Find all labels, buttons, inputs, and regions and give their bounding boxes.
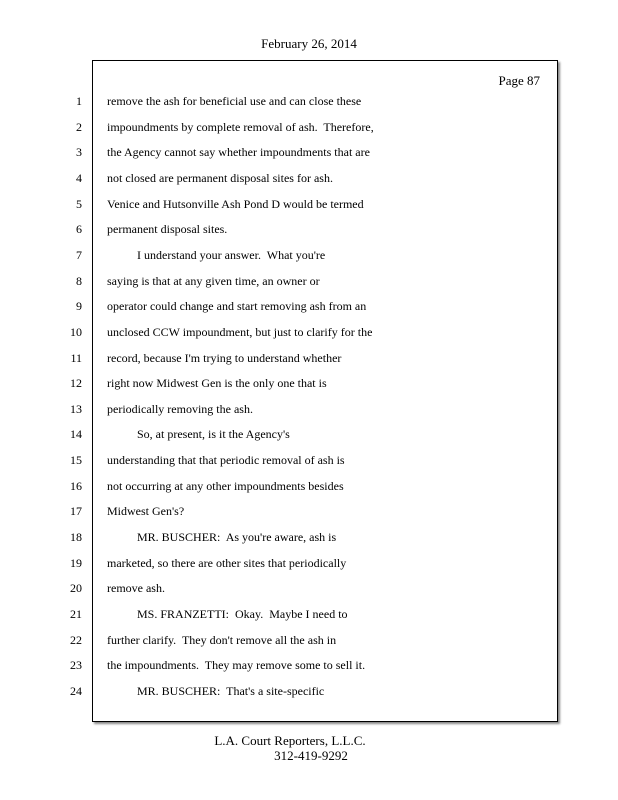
line-text: MR. BUSCHER: That's a site-specific xyxy=(107,683,325,698)
transcript-line xyxy=(0,299,560,319)
line-text: understanding that that periodic removal of ash is xyxy=(107,453,345,468)
line-number: 12 xyxy=(70,376,82,391)
transcript-line xyxy=(0,633,560,653)
footer-company: L.A. Court Reporters, L.L.C. xyxy=(214,733,366,748)
transcript-line xyxy=(0,607,560,627)
transcript-line xyxy=(0,120,560,140)
transcript-line xyxy=(0,427,560,447)
transcript-line xyxy=(0,351,560,371)
transcript-date: February 26, 2014 xyxy=(261,36,357,51)
transcript-line xyxy=(0,556,560,576)
transcript-line xyxy=(0,197,560,217)
line-text: MS. FRANZETTI: Okay. Maybe I need to xyxy=(107,607,348,621)
transcript-line xyxy=(0,325,560,345)
line-number: 19 xyxy=(70,555,82,570)
line-number: 20 xyxy=(70,581,82,596)
line-text: periodically removing the ash. xyxy=(107,401,253,416)
line-text: unclosed CCW impoundment, but just to clarify for the xyxy=(107,324,373,339)
line-number: 5 xyxy=(76,196,82,211)
line-text: not occurring at any other impoundments besides xyxy=(107,478,344,493)
page-number: Page 87 xyxy=(498,73,540,88)
transcript-line xyxy=(0,479,560,499)
line-number: 1 xyxy=(76,94,82,108)
line-number: 18 xyxy=(70,530,82,545)
transcript-line xyxy=(0,222,560,242)
line-text: the Agency cannot say whether impoundments that are xyxy=(107,145,370,160)
line-text: permanent disposal sites. xyxy=(107,222,228,237)
line-text: I understand your answer. What you're xyxy=(107,247,326,262)
line-text: marketed, so there are other sites that periodically xyxy=(107,555,347,570)
transcript-line xyxy=(0,453,560,473)
line-number: 23 xyxy=(70,658,82,673)
line-text: not closed are permanent disposal sites for ash. xyxy=(107,170,333,185)
line-text: right now Midwest Gen is the only one that is xyxy=(107,376,327,391)
line-text: further clarify. They don't remove all the ash in xyxy=(107,632,337,647)
transcript-line xyxy=(0,530,560,550)
line-number: 8 xyxy=(76,273,82,288)
line-text: MR. BUSCHER: As you're aware, ash is xyxy=(107,530,337,545)
line-text: remove ash. xyxy=(107,581,165,596)
transcript-line xyxy=(0,658,560,678)
line-number: 10 xyxy=(70,324,82,339)
transcript-line xyxy=(0,248,560,268)
line-text: impoundments by complete removal of ash. Therefore, xyxy=(107,119,374,134)
line-text: Midwest Gen's? xyxy=(107,504,185,519)
transcript-line xyxy=(0,504,560,524)
line-number: 24 xyxy=(70,683,82,698)
line-number: 11 xyxy=(70,350,82,365)
line-number: 14 xyxy=(70,427,82,442)
line-number: 3 xyxy=(76,145,82,160)
transcript-line xyxy=(0,274,560,294)
line-number: 2 xyxy=(76,119,82,134)
transcript-line xyxy=(0,684,560,704)
line-number: 7 xyxy=(76,247,82,262)
line-number: 15 xyxy=(70,453,82,468)
transcript-line xyxy=(0,376,560,396)
transcript-line xyxy=(0,581,560,601)
transcript-line xyxy=(0,145,560,165)
footer-phone: 312-419-9292 xyxy=(274,748,348,763)
line-number: 17 xyxy=(70,504,82,519)
line-number: 6 xyxy=(76,222,82,237)
line-number: 9 xyxy=(76,299,82,314)
line-text: remove the ash for beneficial use and can close these xyxy=(107,94,362,108)
transcript-line xyxy=(0,171,560,191)
line-text: saying is that at any given time, an owner or xyxy=(107,273,320,288)
line-text: record, because I'm trying to understand whether xyxy=(107,350,342,365)
line-number: 22 xyxy=(70,632,82,647)
line-number: 13 xyxy=(70,401,82,416)
transcript-line xyxy=(0,94,560,114)
line-number: 21 xyxy=(70,607,82,621)
line-number: 4 xyxy=(76,170,82,185)
line-number: 16 xyxy=(70,478,82,493)
line-text: operator could change and start removing ash from an xyxy=(107,299,367,314)
line-text: Venice and Hutsonville Ash Pond D would be termed xyxy=(107,196,364,211)
line-text: So, at present, is it the Agency's xyxy=(107,427,290,442)
transcript-line xyxy=(0,402,560,422)
line-text: the impoundments. They may remove some to sell it. xyxy=(107,658,366,673)
